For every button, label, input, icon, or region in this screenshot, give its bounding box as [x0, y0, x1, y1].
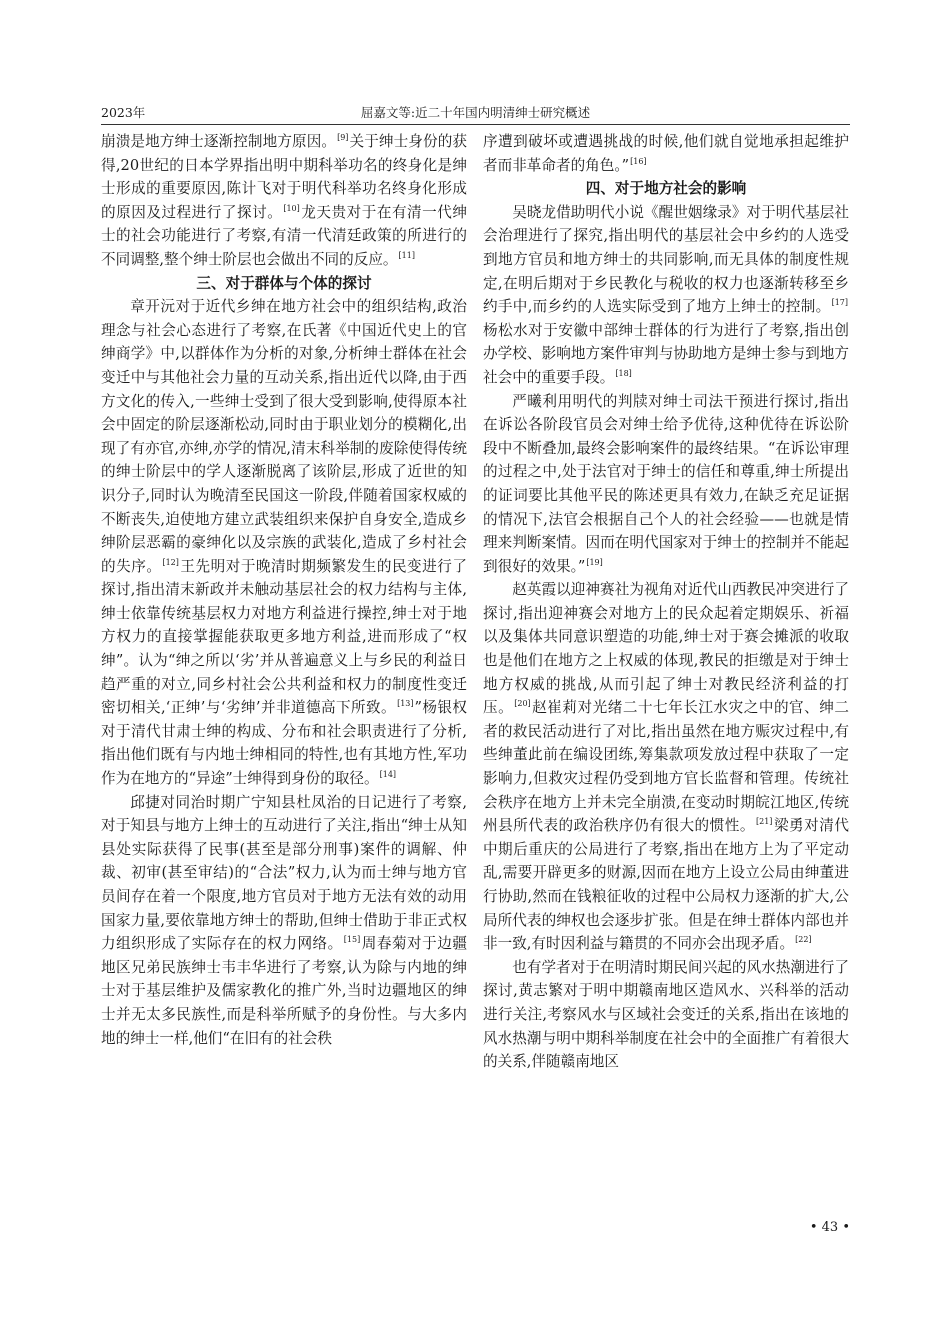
paragraph: 吴晓龙借助明代小说《醒世姻缘录》对于明代基层社会治理进行了探究,指出明代的基层社会中乡约的人选受到地方官员和地方绅士的共同影响,而无具体的制度性规定,在明后期对于乡民教化与税收的权力也逐渐转移至乡约手中,而乡约的人选实际受到了地方上绅士的控制。[17]杨松水对于安徽中部绅士群体的行为进行了考察,指出创办学校、影响地方案件审判与协助地方是绅士参与到地方社会中的重要手段。[18] — [483, 203, 849, 386]
citation-ref[interactable]: [9] — [337, 133, 349, 142]
running-header — [101, 100, 850, 124]
citation-ref[interactable]: [14] — [379, 770, 397, 780]
citation-ref[interactable]: [11] — [398, 250, 415, 260]
journal-year: 2023年 — [101, 105, 146, 120]
citation-ref[interactable]: [16] — [630, 156, 647, 166]
citation-ref[interactable]: [21] — [756, 817, 773, 827]
citation-ref[interactable]: [20] — [514, 699, 531, 709]
paragraph: 崩溃是地方绅士逐渐控制地方原因。[9]关于绅士身份的获得,20世纪的日本学界指出明中期科举功名的终身化是绅士形成的重要原因,陈计飞对于明代科举功名终身化形成的原因及过程进行了探讨。[10]龙天贵对于在有清一代绅士的社会功能进行了考察,有清一代清廷政策的所进行的不同调整,整个绅士阶层也会做出不同的反应。[11] — [101, 133, 467, 268]
citation-ref[interactable]: [19] — [586, 557, 603, 567]
citation-ref[interactable]: [22] — [795, 935, 812, 945]
section-heading: 三、对于群体与个体的探讨 — [196, 274, 372, 292]
paragraph: 也有学者对于在明清时期民间兴起的风水热潮进行了探讨,黄志繁对于明中期赣南地区造风水、兴科举的活动进行关注,考察风水与区域社会变迁的关系,指出在该地的风水热潮与明中期科举制度在社会中的全面推广有着很大的关系,伴随赣南地区 — [483, 958, 849, 1071]
right-column — [483, 130, 849, 1074]
left-column — [101, 130, 467, 1050]
section-heading: 四、对于地方社会的影响 — [585, 180, 747, 198]
paragraph: 赵英霞以迎神赛社为视角对近代山西教民冲突进行了探讨,指出迎神赛会对地方上的民众起着定期娱乐、祈福以及集体共同意识塑造的功能,绅士对于赛会摊派的收取也是他们在地方之上权威的体现,教民的拒缴是对于绅士地方权威的挑战,从而引起了绅士对教民经济利益的打压。[20]赵崔莉对光绪二十七年长江水灾之中的官、绅二者的救民活动进行了对比,指出虽然在地方赈灾过程中,有些绅董此前在编设团练,筹集款项发放过程中获取了一定影响力,但救灾过程仍受到地方官长监督和管理。传统社会秩序在地方上并未完全崩溃,在变动时期皖江地区,传统州县所代表的政治秩序仍有很大的惯性。[21]梁勇对清代中期后重庆的公局进行了考察,指出在地方上为了平定动乱,需要开辟更多的财源,因而在地方上设立公局由绅董进行协助,然而在钱粮征收的过程中公局权力逐渐的扩大,公局所代表的绅权也会逐步扩张。但是在绅士群体内部也并非一致,有时因利益与籍贯的不同亦会出现矛盾。[22] — [483, 581, 849, 953]
page-number: • 43 • — [809, 1220, 850, 1235]
citation-ref[interactable]: [18] — [615, 368, 632, 378]
header-rule — [101, 124, 850, 125]
paragraph: 序遭到破坏或遭遇挑战的时候,他们就自觉地承担起维护者而非革命者的角色。”[16] — [483, 133, 849, 174]
citation-ref[interactable]: [12] — [162, 557, 179, 567]
citation-ref[interactable]: [17] — [831, 298, 848, 308]
running-title: 屈嘉文等:近二十年国内明清绅士研究概述 — [360, 105, 591, 120]
paragraph: 严曦利用明代的判牍对绅士司法干预进行探讨,指出在诉讼各阶段官员会对绅士给予优待,这种优待在诉讼阶段中不断叠加,最终会影响案件的最终结果。“在诉讼审理的过程之中,处于法官对于绅士的信任和尊重,绅士所提出的证词要比其他平民的陈述更具有效力,在缺乏充足证据的情况下,法官会根据自己个人的社会经验——也就是情理来判断案情。因而在明代国家对于绅士的控制并不能起到很好的效果。”[19] — [483, 392, 849, 575]
citation-ref[interactable]: [10] — [283, 203, 300, 213]
citation-ref[interactable]: [15] — [343, 935, 361, 945]
paragraph: 章开沅对于近代乡绅在地方社会中的组织结构,政治理念与社会心态进行了考察,在氏著《中国近代史上的官绅商学》中,以群体作为分析的对象,分析绅士群体在社会变迁中与其他社会力量的互动关系,指出近代以降,由于西方文化的传入,一些绅士受到了很大受到影响,使得原本社会中固定的阶层逐渐松动,同时由于职业划分的模糊化,出现了有亦官,亦绅,亦学的情况,清末科举制的废除使得传统的绅士阶层中的学人逐渐脱离了该阶层,形成了近世的知识分子,同时认为晚清至民国这一阶段,伴随着国家权威的不断丧失,迫使地方建立武装组织来保护自身安全,造成乡绅阶层恶霸的豪绅化以及宗族的武装化,造成了乡村社会的失序。[12]王先明对于晚清时期频繁发生的民变进行了探讨,指出清末新政并未触动基层社会的权力结构与主体,绅士依靠传统基层权力对地方利益进行操控,绅士对于地方权力的直接掌握能获取更多地方利益,进而形成了“权绅”。认为“绅之所以‘劣’并从普遍意义上与乡民的利益日趋严重的对立,同乡村社会公共利益和权力的制度性变迁密切相关,‘正绅’与‘劣绅’并非道德高下所致。[13]”杨银权对于清代甘肃士绅的构成、分布和社会职责进行了分析,指出他们既有与内地士绅相同的特性,也有其地方性,军功作为在地方的“异途”士绅得到身份的取径。[14] — [101, 298, 467, 788]
citation-ref[interactable]: [13] — [397, 699, 414, 709]
paragraph: 邱捷对同治时期广宁知县杜凤治的日记进行了考察,对于知县与地方上绅士的互动进行了关注,指出“绅士从知县处实际获得了民事(甚至是部分刑事)案件的调解、仲裁、初审(甚至审结)的“合法”权力,认为而士绅与地方官员间存在着一个限度,地方官员对于地方无法有效的动用国家力量,要依靠地方绅士的帮助,但绅士借助于非正式权力组织形成了实际存在的权力网络。[15]周春菊对于边疆地区兄弟民族绅士韦丰华进行了考察,认为除与内地的绅士对于基层维护及儒家教化的推广外,当时边疆地区的绅士并无太多民族性,而是科举所赋予的身份性。与大多内地的绅士一样,他们“在旧有的社会秩 — [101, 793, 467, 1047]
